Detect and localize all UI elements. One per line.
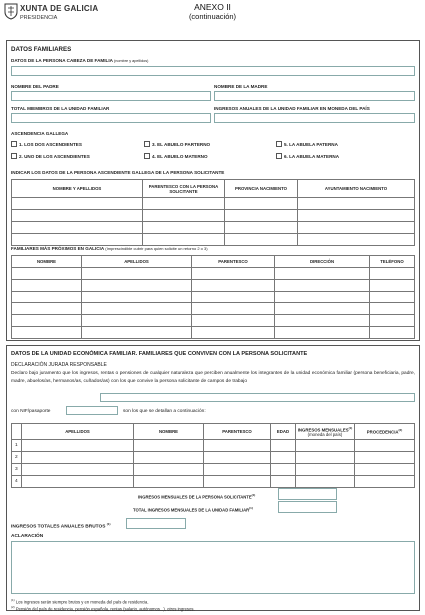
table-row[interactable] — [12, 303, 415, 315]
ancestry-checkbox-3[interactable] — [144, 141, 150, 147]
footnote-2: $^{(2)}$ Pensión del país de residencia, pensión española, rentas (salario, autónomos...), otros ingresos. — [11, 605, 195, 612]
table-row[interactable]: 3 — [12, 464, 415, 476]
total-members-field[interactable] — [11, 113, 211, 123]
ancestry-option-3: 3. EL ABUELO PARTERNO — [152, 142, 211, 147]
table-row[interactable] — [12, 210, 415, 222]
ancestor-table-title: INDICAR LOS DATOS DE LA PERSONA ASCENDIENTE GALLEGA DE LA PERSONA SOLICITANTE — [11, 170, 225, 175]
relatives-col-address: DIRECCIÓN — [275, 256, 370, 268]
ancestor-col-municipality: AYUNTAMIENTO NACIMIENTO — [298, 180, 415, 198]
table-row[interactable] — [12, 234, 415, 246]
brand-name: XUNTA DE GALICIA — [20, 4, 99, 13]
household-col-origin: PROCEDENCIA$^{(2)}$ — [355, 424, 415, 440]
table-row[interactable]: 2 — [12, 452, 415, 464]
nif-field[interactable] — [66, 406, 118, 415]
relatives-table — [11, 255, 415, 339]
ancestry-option-4: 4. EL ABUELO MATERNO — [152, 154, 208, 159]
ancestor-col-relation: PARENTESCO CON LA PERSONA SOLICITANTE — [143, 180, 225, 198]
clarification-field[interactable] — [11, 541, 415, 594]
mother-name-field[interactable] — [214, 91, 415, 101]
family-section-title: DATOS FAMILIARES — [11, 46, 72, 53]
table-row[interactable] — [12, 326, 415, 338]
ancestry-title: ASCENDENCIA GALLEGA — [11, 131, 69, 136]
annual-income-field[interactable] — [126, 518, 186, 529]
applicant-name-field[interactable] — [100, 393, 415, 402]
economic-section-title: DATOS DE LA UNIDAD ECONÓMICA FAMILIAR. FAMILIARES QUE CONVIVEN CON LA PERSONA SOLICITANTE — [11, 351, 308, 357]
ancestor-col-province: PROVINCIA NACIMIENTO — [225, 180, 298, 198]
footnote-1: $^{(1)}$ Los ingresos serán siempre brutos y en moneda del país de residencia. — [11, 598, 149, 605]
declaration-text: Declaro bajo juramento que los ingresos, rentas o pensiones de cualquier naturaleza que perciben anualmente los integrantes de la unidad económica familiar (persona beneficiaria, padre, madre, abuelos/as, hermanos/as, cuñados/as) con los que convive la persona solicitante de campos de trabajo — [11, 371, 415, 384]
declaration-title: DECLARACIÓN JURADA RESPONSABLE — [11, 362, 107, 368]
table-row[interactable] — [12, 291, 415, 303]
head-of-family-field[interactable] — [11, 66, 415, 76]
ancestry-option-1: 1. LOS DOS ASCENDIENTES — [19, 142, 82, 147]
document-title: ANEXO II — [194, 2, 231, 12]
mother-name-label: NOMBRE DE LA MADRE — [214, 84, 268, 89]
annual-income-label: INGRESOS TOTALES ANUALES BRUTOS $^{(1)}$ — [11, 522, 111, 530]
father-name-label: NOMBRE DEL PADRE — [11, 84, 59, 89]
ancestry-checkbox-4[interactable] — [144, 153, 150, 159]
ancestry-checkbox-1[interactable] — [11, 141, 17, 147]
ancestor-col-name: NOMBRE Y APELLIDOS — [12, 180, 143, 198]
household-table — [11, 423, 415, 488]
family-income-field[interactable] — [214, 113, 415, 123]
page-header — [0, 0, 425, 32]
household-col-surname: APELLIDOS — [22, 424, 134, 440]
household-col-age: EDAD — [271, 424, 296, 440]
table-row[interactable] — [12, 222, 415, 234]
ancestry-option-6: 6. LA ABUELA MATERNA — [284, 154, 340, 159]
ancestry-checkbox-5[interactable] — [276, 141, 282, 147]
table-row[interactable] — [12, 198, 415, 210]
ancestor-table — [11, 179, 415, 246]
relatives-col-phone: TELÉFONO — [370, 256, 415, 268]
family-income-label: INGRESOS ANUALES DE LA UNIDAD FAMILIAR EN MONEDA DEL PAÍS — [214, 106, 370, 111]
total-members-label: TOTAL MIEMBROS DE LA UNIDAD FAMILIAR — [11, 106, 110, 111]
relatives-table-title: FAMILIARES MÁS PRÓXIMOS EN GALICIA (Imprescindible cubrir para quien solicite un retorno 2 o 3) — [11, 246, 208, 251]
department-name: PRESIDENCIA — [20, 15, 58, 21]
household-col-relation: PARENTESCO — [204, 424, 271, 440]
clarification-label: ACLARACIÓN — [11, 534, 44, 539]
relatives-col-relation: PARENTESCO — [192, 256, 275, 268]
applicant-income-label: INGRESOS MENSUALES DE LA PERSONA SOLICITANTE$^{(1)}$ — [138, 493, 256, 500]
household-col-income: INGRESOS MENSUALES$^{(1)}$ (moneda del país) — [296, 424, 355, 440]
table-row[interactable]: 4 — [12, 476, 415, 488]
father-name-field[interactable] — [11, 91, 211, 101]
ancestry-checkbox-6[interactable] — [276, 153, 282, 159]
total-income-label: TOTAL INGRESOS MENSUALES DE LA UNIDAD FAMILIAR$^{(1)}$ — [133, 506, 253, 513]
head-of-family-label: DATOS DE LA PERSONA CABEZA DE FAMILIA (nombre y apellidos) — [11, 58, 149, 63]
applicant-income-field[interactable] — [278, 488, 337, 500]
household-col-name: NOMBRE — [134, 424, 204, 440]
total-income-field[interactable] — [278, 501, 337, 513]
nif-label: con NIF/pasaporte — [11, 409, 51, 414]
table-row[interactable] — [12, 268, 415, 280]
ancestry-option-2: 2. UNO DE LOS ASCENDIENTES — [19, 154, 90, 159]
relatives-col-name: NOMBRE — [12, 256, 82, 268]
relatives-col-surname: APELLIDOS — [82, 256, 192, 268]
ancestry-option-5: 5. LA ABUELA PATERNA — [284, 142, 338, 147]
table-row[interactable] — [12, 315, 415, 327]
table-row[interactable]: 1 — [12, 440, 415, 452]
table-row[interactable] — [12, 279, 415, 291]
nif-suffix: son los que se detallan a continuación: — [123, 409, 206, 414]
document-subtitle: (continuación) — [188, 12, 237, 21]
ancestry-checkbox-2[interactable] — [11, 153, 17, 159]
